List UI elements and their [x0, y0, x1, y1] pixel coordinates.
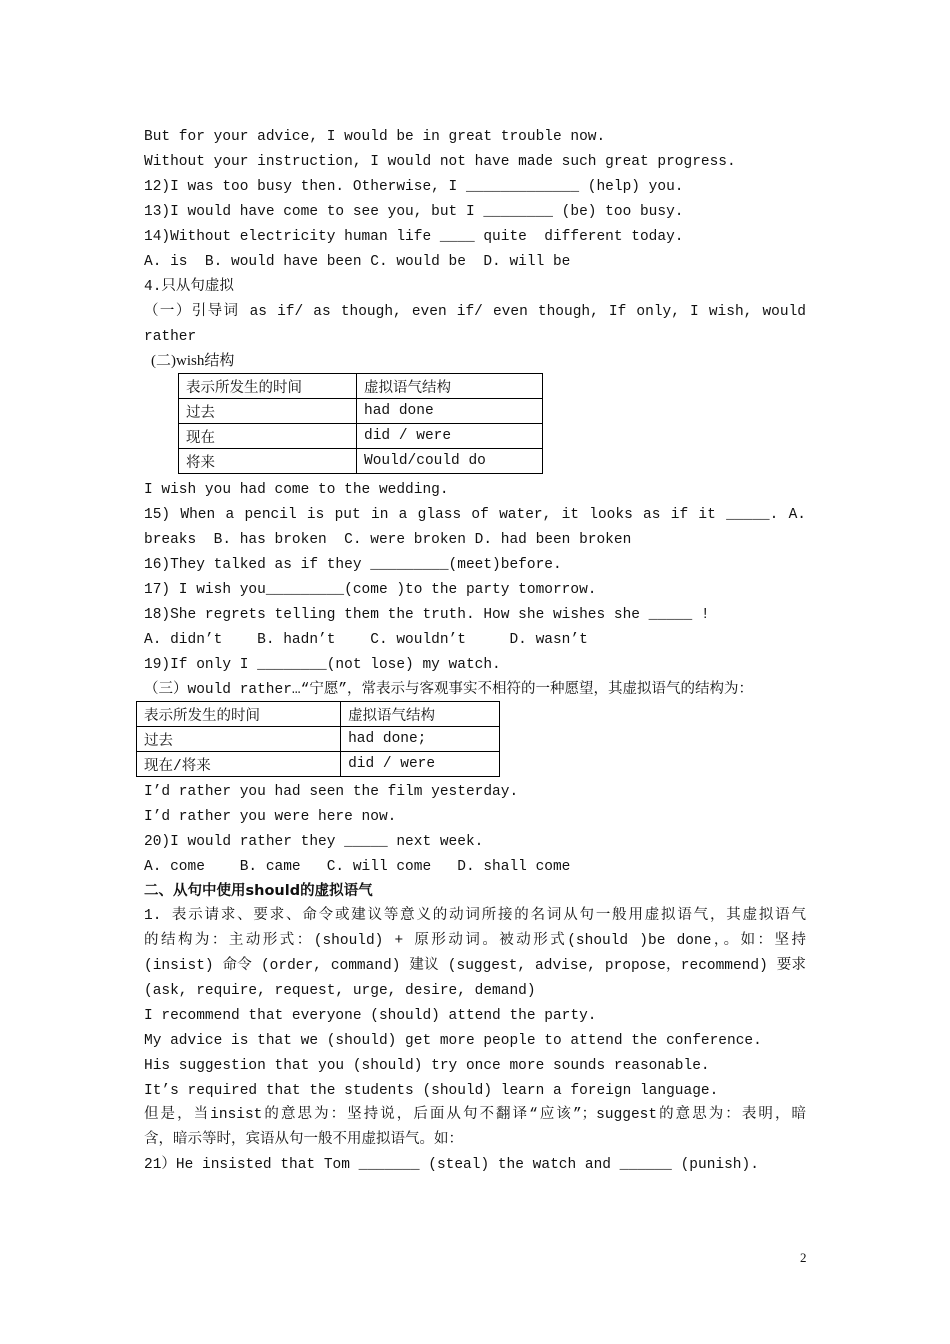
question-19: 19)If only I ________(not lose) my watch. [144, 657, 501, 673]
wish-table [178, 373, 543, 474]
rule-line-4: (ask, require, request, urge, desire, demand) [144, 983, 536, 999]
intro-line: （一）引导词 as if/ as though, even if/ even though, If only, I wish, would [144, 304, 806, 320]
table-row [137, 702, 500, 727]
question-20: 20)I would rather they _____ next week. [144, 834, 484, 850]
note-line-1: 但是，当insist的意思为：坚持说，后面从句不翻译“应该”；suggest的意思为：表明，暗 [144, 1107, 806, 1123]
table-cell: 将来 [179, 449, 357, 474]
question-16: 16)They talked as if they _________(meet)before. [144, 557, 562, 573]
table-header-cell: 表示所发生的时间 [137, 702, 341, 727]
example-should-4: It’s required that the students (should) learn a foreign language. [144, 1083, 719, 1099]
table-header-cell: 表示所发生的时间 [179, 374, 357, 399]
would-rather-table [136, 701, 500, 777]
line-1: But for your advice, I would be in great trouble now. [144, 129, 606, 145]
heading-4: 4.只从句虚拟 [144, 279, 234, 295]
would-rather-heading: （三）would rather…“宁愿”，常表示与客观事实不相符的一种愿望，其虚拟语气的结构为： [144, 682, 754, 698]
table-row [179, 449, 543, 474]
question-15: 15) When a pencil is put in a glass of water, it looks as if it _____. A. [144, 507, 806, 523]
example-wish: I wish you had come to the wedding. [144, 482, 449, 498]
options-18: A. didn’t B. hadn’t C. wouldn’t D. wasn’t [144, 632, 588, 648]
table-header-cell: 虚拟语气结构 [357, 374, 543, 399]
rule-line-2: 的结构为：主动形式：(should) + 原形动词。被动形式(should )be done，。如：坚持 [144, 933, 806, 949]
intro-line-cont: rather [144, 329, 197, 345]
example-rather-1: I’d rather you had seen the film yesterday. [144, 784, 519, 800]
table-cell: had done; [341, 727, 500, 752]
question-13: 13)I would have come to see you, but I ________ (be) too busy. [144, 204, 684, 220]
table-cell: Would/could do [357, 449, 543, 474]
table-cell: had done [357, 399, 543, 424]
example-should-1: I recommend that everyone (should) attend the party. [144, 1008, 597, 1024]
table-cell: 过去 [137, 727, 341, 752]
table-header-cell: 虚拟语气结构 [341, 702, 500, 727]
note-line-2: 含，暗示等时，宾语从句一般不用虚拟语气。如： [144, 1132, 463, 1148]
example-should-3: His suggestion that you (should) try once more sounds reasonable. [144, 1058, 710, 1074]
line-2: Without your instruction, I would not have made such great progress. [144, 154, 736, 170]
example-should-2: My advice is that we (should) get more people to attend the conference. [144, 1033, 762, 1049]
table-cell: 过去 [179, 399, 357, 424]
options-20: A. come B. came C. will come D. shall come [144, 859, 571, 875]
table-row [179, 424, 543, 449]
page-number: 2 [800, 1250, 807, 1265]
rule-line-3: (insist) 命令 (order, command) 建议 (suggest, advise, propose，recommend) 要求 [144, 958, 806, 974]
table-cell: did / were [357, 424, 543, 449]
question-18: 18)She regrets telling them the truth. How she wishes she _____ ! [144, 607, 710, 623]
question-21: 21）He insisted that Tom _______ (steal) the watch and ______ (punish). [144, 1157, 759, 1173]
question-14: 14)Without electricity human life ____ quite different today. [144, 229, 684, 245]
table-row [179, 374, 543, 399]
question-17: 17) I wish you_________(come )to the party tomorrow. [144, 582, 597, 598]
table-row [179, 399, 543, 424]
options-15: breaks B. has broken C. were broken D. had been broken [144, 532, 632, 548]
table-row [137, 752, 500, 777]
table-row [137, 727, 500, 752]
table-cell: 现在/将来 [137, 752, 341, 777]
example-rather-2: I’d rather you were here now. [144, 809, 397, 825]
table-cell: did / were [341, 752, 500, 777]
section-heading-should: 二、从句中使用should的虚拟语气 [144, 883, 373, 899]
wish-heading: (二)wish结构 [151, 353, 235, 369]
rule-line-1: 1. 表示请求、要求、命令或建议等意义的动词所接的名词从句一般用虚拟语气，其虚拟语气 [144, 908, 806, 924]
options-14: A. is B. would have been C. would be D. will be [144, 254, 571, 270]
table-cell: 现在 [179, 424, 357, 449]
question-12: 12)I was too busy then. Otherwise, I _____________ (help) you. [144, 179, 684, 195]
